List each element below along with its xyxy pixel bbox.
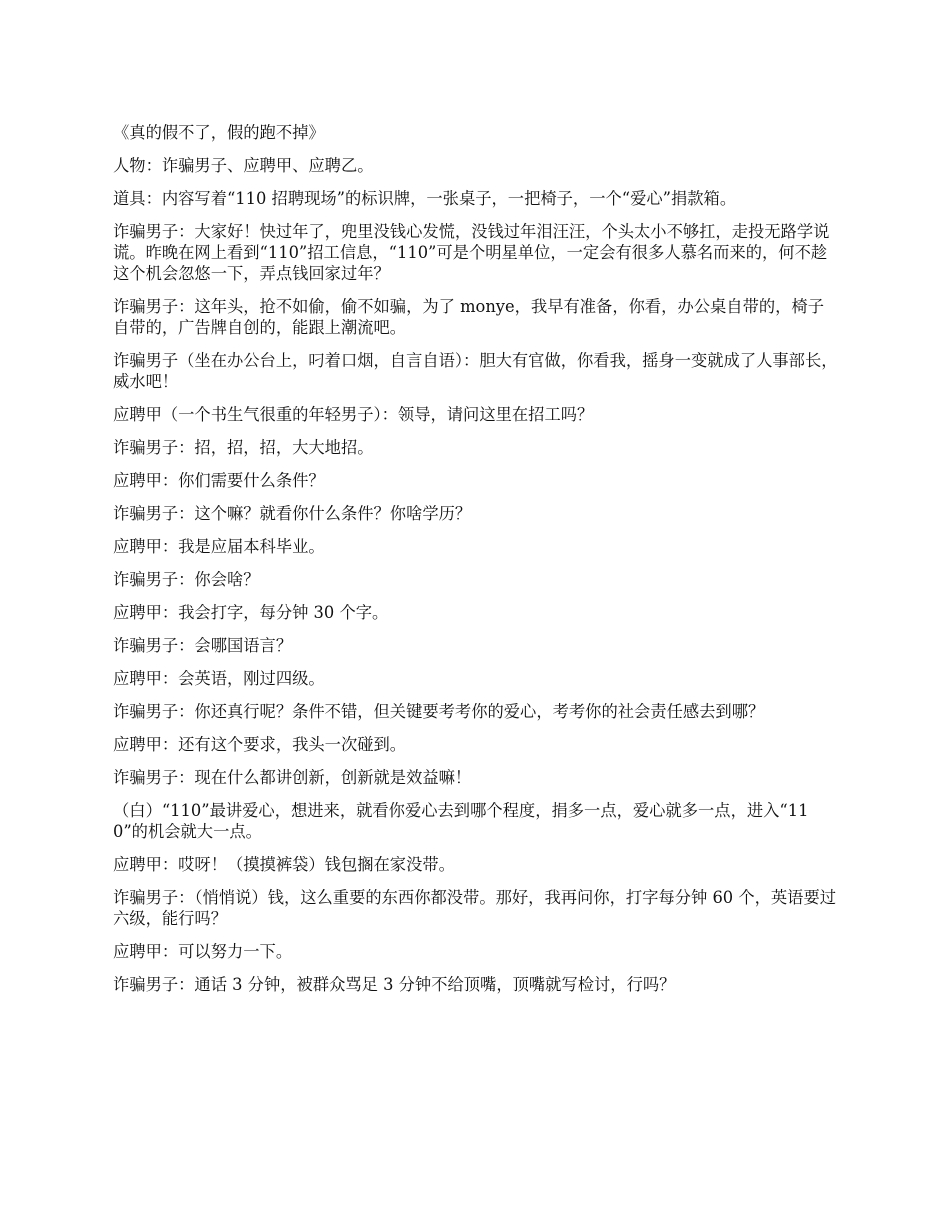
dialogue-paragraph: 诈骗男子：你还真行呢？条件不错，但关键要考考你的爱心，考考你的社会责任感去到哪？: [113, 702, 765, 721]
dialogue-paragraph: 诈骗男子：会哪国语言？: [113, 636, 293, 655]
dialogue-paragraph: （白）“110”最讲爱心，想进来，就看你爱心去到哪个程度，捐多一点，爱心就多一点，进入“110”的机会就大一点。: [113, 801, 809, 841]
dialogue-paragraph: 诈骗男子：这年头，抢不如偷，偷不如骗，为了 monye，我早有准备，你看，办公桌自带的，椅子自带的，广告牌自创的，能跟上潮流吧。: [113, 297, 824, 337]
characters-paragraph: 人物：诈骗男子、应聘甲、应聘乙。: [113, 156, 374, 175]
dialogue-paragraph: 应聘甲：你们需要什么条件？: [113, 471, 325, 490]
dialogue-paragraph: 诈骗男子（坐在办公台上，叼着口烟，自言自语）：胆大有官做，你看我，摇身一变就成了人事部长，威水吧！: [113, 351, 838, 391]
dialogue-paragraph: 诈骗男子：（悄悄说）钱，这么重要的东西你都没带。那好，我再问你，打字每分钟 60 个，英语要过六级，能行吗？: [113, 888, 837, 928]
dialogue-paragraph: 诈骗男子：现在什么都讲创新，创新就是效益嘛！: [113, 768, 472, 787]
dialogue-paragraph: 应聘甲：会英语，刚过四级。: [113, 669, 325, 688]
dialogue-paragraph: 诈骗男子：通话 3 分钟，被群众骂足 3 分钟不给顶嘴，顶嘴就写检讨，行吗？: [113, 975, 676, 994]
document-title: 《真的假不了，假的跑不掉》: [113, 123, 325, 142]
dialogue-paragraph: 诈骗男子：大家好！快过年了，兜里没钱心发慌，没钱过年泪汪汪，个头太小不够扛，走投无路学说谎。昨晚在网上看到“110”招工信息，“110”可是个明星单位，一定会有很多人慕名而来的，何不趁这个机会忽悠一下，弄点钱回家过年？: [113, 222, 830, 283]
dialogue-paragraph: 诈骗男子：招，招，招，大大地招。: [113, 438, 374, 457]
dialogue-paragraph: 应聘甲：哎呀！（摸摸裤袋）钱包搁在家没带。: [113, 855, 455, 874]
props-paragraph: 道具：内容写着“110 招聘现场”的标识牌，一张桌子，一把椅子，一个“爱心”捐款箱。: [113, 189, 737, 208]
dialogue-paragraph: 应聘甲（一个书生气很重的年轻男子）：领导，请问这里在招工吗？: [113, 405, 594, 424]
dialogue-paragraph: 诈骗男子：这个嘛？就看你什么条件？你啥学历？: [113, 504, 472, 523]
dialogue-paragraph: 应聘甲：我会打字，每分钟 30 个字。: [113, 603, 389, 622]
dialogue-paragraph: 应聘甲：还有这个要求，我头一次碰到。: [113, 735, 407, 754]
dialogue-paragraph: 应聘甲：可以努力一下。: [113, 942, 293, 961]
dialogue-paragraph: 应聘甲：我是应届本科毕业。: [113, 537, 325, 556]
document-page: [113, 122, 838, 1007]
dialogue-paragraph: 诈骗男子：你会啥？: [113, 570, 260, 589]
